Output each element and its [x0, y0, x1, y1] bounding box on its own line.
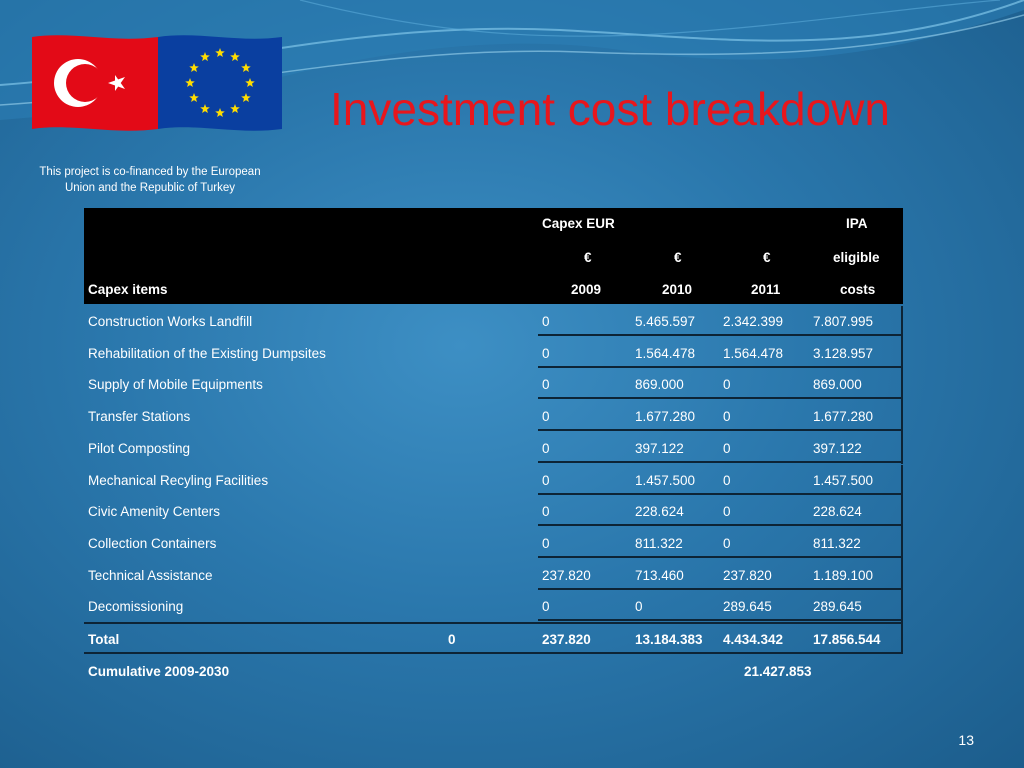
table-cell-v2009: 0	[542, 314, 550, 329]
row-right-border	[901, 401, 903, 433]
table-cell-v2010: 869.000	[635, 377, 684, 393]
total-2009: 237.820	[542, 632, 591, 647]
row-right-border	[901, 496, 903, 528]
row-right-border	[901, 528, 903, 560]
cumulative-label: Cumulative 2009-2030	[88, 664, 230, 679]
header-euro-2009: €	[584, 250, 592, 265]
total-bottom-border	[84, 652, 903, 654]
header-costs: costs	[840, 282, 876, 297]
table-cell-v2011: 1.564.478	[723, 345, 784, 361]
table-cell-v2011: 289.645	[723, 599, 772, 615]
table-cell-v2010: 5.465.597	[635, 314, 696, 329]
header-euro-2010: €	[674, 250, 682, 265]
table-cell-item: Supply of Mobile Equipments	[88, 377, 263, 393]
row-right-border	[901, 465, 903, 497]
table-cell-v2009: 0	[542, 535, 550, 551]
header-eligible: eligible	[833, 250, 880, 265]
table-cell-ipa: 1.457.500	[813, 472, 874, 488]
row-divider	[538, 366, 903, 368]
table-cell-v2009: 0	[542, 599, 550, 615]
table-cell-v2009: 237.820	[542, 567, 591, 583]
table-cell-item: Construction Works Landfill	[88, 314, 253, 329]
row-right-border	[901, 591, 903, 623]
header-euro-2011: €	[763, 250, 771, 265]
row-right-border	[901, 338, 903, 370]
cofinance-line-1: This project is co-financed by the European	[39, 166, 261, 178]
table-cell-ipa: 228.624	[813, 504, 862, 520]
cofinance-line-2: Union and the Republic of Turkey	[64, 182, 236, 194]
table-cell-ipa: 3.128.957	[813, 345, 874, 361]
table-cell-item: Rehabilitation of the Existing Dumpsites	[88, 345, 326, 361]
row-right-border	[901, 433, 903, 465]
table-cell-item: Pilot Composting	[88, 440, 191, 456]
total-ipa: 17.856.544	[813, 632, 881, 647]
total-right-border	[901, 622, 903, 654]
table-cell-v2009: 0	[542, 440, 550, 456]
table-cell-v2010: 713.460	[635, 567, 684, 583]
row-divider	[538, 619, 903, 621]
table-cell-v2010: 0	[635, 599, 643, 615]
row-divider	[538, 334, 903, 336]
table-cell-v2010: 811.322	[635, 535, 683, 551]
total-2011: 4.434.342	[723, 632, 784, 647]
row-right-border	[901, 560, 903, 592]
table-cell-item: Technical Assistance	[88, 567, 213, 583]
table-cell-v2011: 237.820	[723, 567, 772, 583]
header-year-2009: 2009	[571, 282, 602, 297]
table-cell-v2009: 0	[542, 345, 550, 361]
table-cell-v2009: 0	[542, 472, 550, 488]
header-capex-items: Capex items	[88, 282, 168, 297]
row-divider	[538, 588, 903, 590]
table-cell-v2009: 0	[542, 504, 550, 520]
cofinance-note	[20, 164, 280, 196]
table-cell-v2010: 1.457.500	[635, 472, 696, 488]
table-cell-v2009: 0	[542, 377, 550, 393]
header-capex-eur: Capex EUR	[542, 216, 615, 231]
table-cell-ipa: 7.807.995	[813, 314, 874, 329]
total-top-border	[84, 622, 903, 624]
turkey-flag-icon	[32, 33, 158, 133]
page-title: Investment cost breakdown	[330, 83, 890, 135]
table-cell-v2011: 2.342.399	[723, 314, 784, 329]
table-cell-item: Decomissioning	[88, 599, 184, 615]
table-cell-ipa: 1.189.100	[813, 567, 874, 583]
table-cell-v2011: 0	[723, 535, 731, 551]
eu-flag-icon	[158, 33, 282, 133]
table-cell-v2011: 0	[723, 440, 731, 456]
header-year-2010: 2010	[662, 282, 693, 297]
table-cell-v2009: 0	[542, 409, 550, 425]
total-2010: 13.184.383	[635, 632, 703, 647]
total-zero: 0	[448, 632, 456, 647]
table-cell-v2011: 0	[723, 504, 731, 520]
row-divider	[538, 397, 903, 399]
row-divider	[538, 493, 903, 495]
row-right-border	[901, 369, 903, 401]
table-cell-v2010: 1.677.280	[635, 409, 696, 425]
row-divider	[538, 524, 903, 526]
row-right-border	[901, 306, 903, 338]
table-cell-item: Transfer Stations	[88, 409, 191, 425]
table-cell-ipa: 1.677.280	[813, 409, 874, 425]
table-cell-v2010: 397.122	[635, 440, 684, 456]
table-cell-item: Mechanical Recyling Facilities	[88, 472, 269, 488]
row-divider	[538, 461, 903, 463]
cumulative-value: 21.427.853	[744, 664, 812, 679]
total-label: Total	[88, 632, 120, 647]
table-cell-v2011: 0	[723, 409, 731, 425]
row-divider	[538, 556, 903, 558]
table-cell-item: Collection Containers	[88, 535, 217, 551]
page-number: 13	[958, 732, 974, 748]
table-cell-v2010: 1.564.478	[635, 345, 696, 361]
table-cell-v2011: 0	[723, 377, 731, 393]
table-cell-ipa: 289.645	[813, 599, 862, 615]
table-cell-ipa: 397.122	[813, 440, 862, 456]
row-divider	[538, 429, 903, 431]
header-year-2011: 2011	[751, 282, 781, 297]
table-cell-item: Civic Amenity Centers	[88, 504, 221, 520]
table-cell-ipa: 869.000	[813, 377, 862, 393]
table-cell-ipa: 811.322	[813, 535, 861, 551]
table-cell-v2011: 0	[723, 472, 731, 488]
header-ipa: IPA	[846, 216, 868, 231]
table-cell-v2010: 228.624	[635, 504, 684, 520]
